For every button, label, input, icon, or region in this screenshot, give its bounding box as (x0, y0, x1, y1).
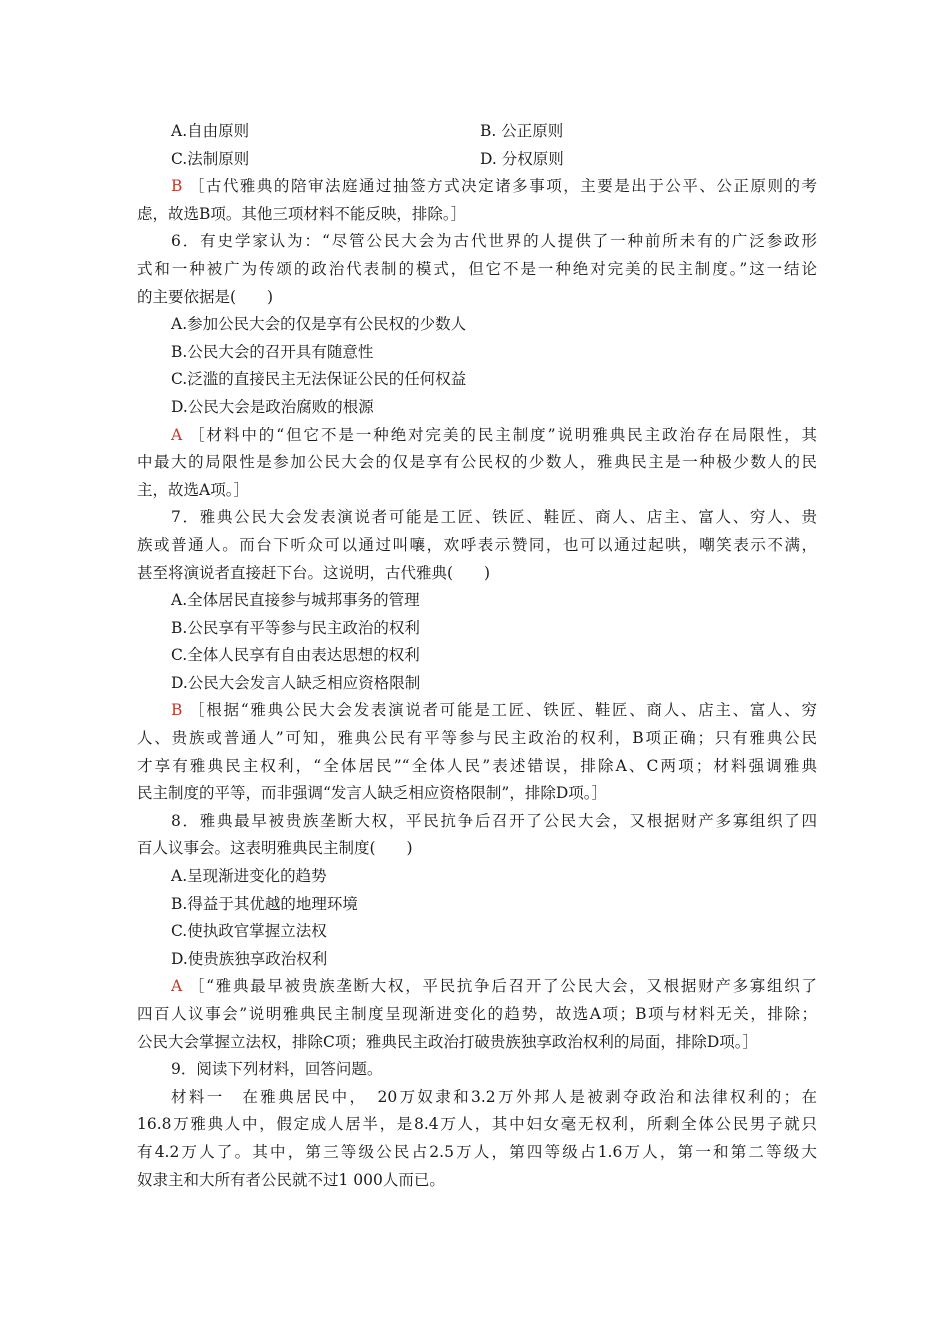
q7-explanation-line: 人、贵族或普通人”可知，雅典公民有平等参与民主政治的权利，B项正确；只有雅典公民 (137, 729, 817, 748)
q9-stem: 9．阅读下列材料，回答问题。 (171, 1060, 383, 1079)
q7-option: D.公民大会发言人缺乏相应资格限制 (171, 673, 421, 692)
q6-answer-letter: A (171, 425, 183, 444)
q7-option: B.公民享有平等参与民主政治的权利 (171, 618, 420, 637)
q6-explanation-line: 中最大的局限性是参加公民大会的仅是享有公民权的少数人，雅典民主是一种极少数人的民 (137, 453, 817, 472)
q9-material1-line: 材料一 在雅典居民中， 20万奴隶和3.2万外邦人是被剥夺政治和法律权利的；在 (171, 1087, 817, 1106)
q9-material1-line: 奴隶主和大所有者公民就不过1 000人而已。 (137, 1170, 445, 1189)
q8-option: A.呈现渐进变化的趋势 (171, 867, 327, 886)
q7-explanation-line: 才享有雅典民主权利，“全体居民”“全体人民”表述错误，排除A、C两项；材料强调雅典 (137, 756, 817, 775)
q8-explanation-line: 公民大会掌握立法权，排除C项；雅典民主政治打破贵族独享政治权利的局面，排除D项。］ (137, 1032, 759, 1051)
q5-explanation-line: 虑，故选B项。其他三项材料不能反映，排除。］ (137, 204, 467, 223)
q5-option-b: B. 公正原则 (480, 122, 564, 140)
q9-material1-line: 16.8万雅典人中，假定成人居半，是8.4万人，其中妇女毫无权利，所剩全体公民男子就只 (137, 1115, 817, 1134)
q8-stem-line: 8．雅典最早被贵族垄断大权，平民抗争后召开了公民大会，又根据财产多寡组织了四 (171, 811, 817, 830)
q7-explanation-line: 民主制度的平等，而非强调“发言人缺乏相应资格限制”，排除D项。］ (137, 784, 608, 803)
q7-option: C.全体人民享有自由表达思想的权利 (171, 646, 420, 665)
q7-explanation-line: B ［根据“雅典公民大会发表演说者可能是工匠、铁匠、鞋匠、商人、店主、富人、穷 (171, 701, 817, 720)
q7-stem-line: 甚至将演说者直接赶下台。这说明，古代雅典( ) (137, 563, 491, 582)
q5-option-d: D. 分权原则 (480, 149, 564, 168)
q5-answer-letter: B (171, 177, 183, 196)
q7-stem-line: 族或普通人。而台下听众可以通过叫嚷，欢呼表示赞同，也可以通过起哄，嘲笑表示不满， (137, 535, 817, 554)
q6-stem-line: 式和一种被广为传颂的政治代表制的模式，但它不是一种绝对完美的民主制度。”这一结论 (137, 259, 817, 278)
q8-option: B.得益于其优越的地理环境 (171, 894, 358, 913)
q8-option: D.使贵族独享政治权利 (171, 949, 328, 968)
q5-option-c: C.法制原则 (171, 149, 250, 168)
q8-answer-letter: A (171, 977, 183, 996)
q5-options-row-1 (137, 118, 817, 146)
document-page (137, 118, 817, 1194)
q8-explanation-line: 四百人议事会”说明雅典民主制度呈现渐进变化的趋势，故选A项；B项与材料无关，排除； (137, 1005, 817, 1023)
q8-explanation-line: A ［“雅典最早被贵族垄断大权，平民抗争后召开了公民大会，又根据财产多寡组织了 (171, 977, 817, 996)
q6-explanation-line: 主，故选A项。］ (137, 480, 249, 499)
q6-option: C.泛滥的直接民主无法保证公民的任何权益 (171, 370, 467, 389)
q8-option: C.使执政官掌握立法权 (171, 922, 327, 941)
q9-material1-line: 有4.2万人了。其中，第三等级公民占2.5万人，第四等级占1.6万人，第一和第二等级大 (137, 1142, 817, 1161)
q7-option: A.全体居民直接参与城邦事务的管理 (171, 591, 420, 610)
q8-stem-line: 百人议事会。这表明雅典民主制度( ) (137, 839, 413, 858)
q7-stem-line: 7．雅典公民大会发表演说者可能是工匠、铁匠、鞋匠、商人、店主、富人、穷人、贵 (171, 508, 817, 527)
q5-option-a: A.自由原则 (171, 122, 250, 140)
q6-option: B.公民大会的召开具有随意性 (171, 342, 374, 361)
q6-option: A.参加公民大会的仅是享有公民权的少数人 (171, 315, 467, 334)
q6-option: D.公民大会是政治腐败的根源 (171, 397, 374, 416)
q5-options-row-2 (137, 146, 817, 174)
q5-explanation-line: B ［古代雅典的陪审法庭通过抽签方式决定诸多事项，主要是出于公平、公正原则的考 (171, 177, 817, 196)
q6-stem-line: 6．有史学家认为：“尽管公民大会为古代世界的人提供了一种前所未有的广泛参政形 (171, 232, 817, 251)
q6-explanation-line: A ［材料中的“但它不是一种绝对完美的民主制度”说明雅典民主政治存在局限性，其 (171, 425, 817, 444)
q7-answer-letter: B (171, 701, 183, 720)
q6-stem-line: 的主要依据是( ) (137, 287, 274, 306)
